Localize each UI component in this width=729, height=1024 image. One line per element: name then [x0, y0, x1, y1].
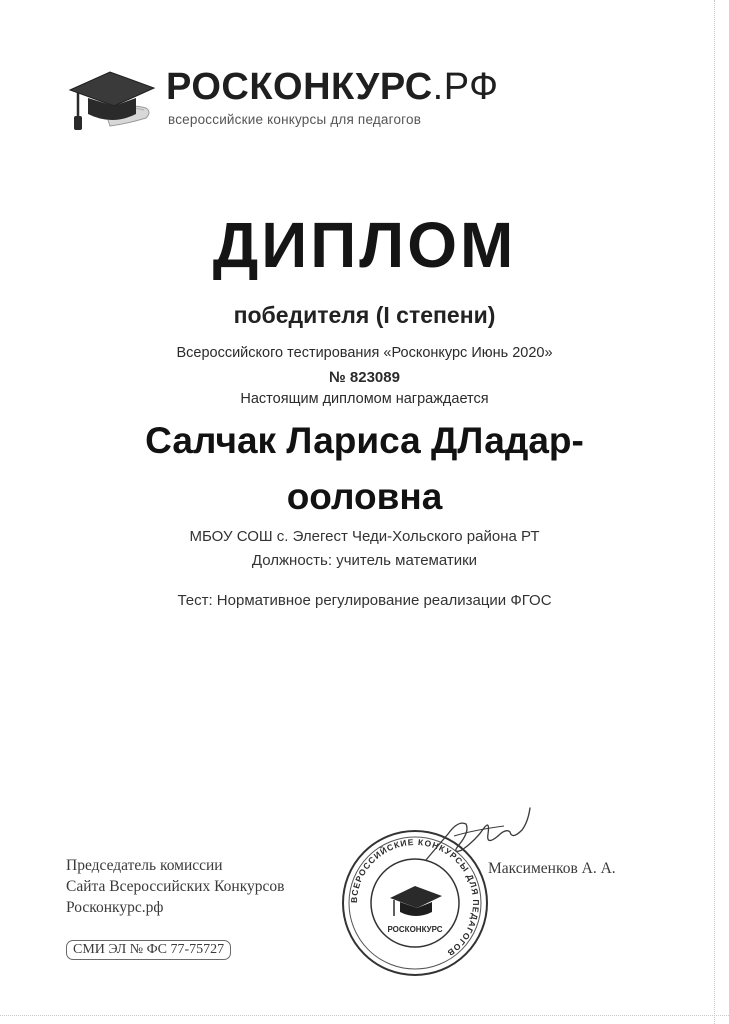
recipient-position: Должность: учитель математики — [251, 552, 478, 569]
diploma-title: ДИПЛОМ — [212, 209, 517, 281]
awarded-text: Настоящим дипломом награждается — [240, 391, 489, 407]
signature — [418, 790, 538, 870]
chair-line1: Председатель комиссии — [66, 857, 223, 874]
diploma-number: № 823089 — [329, 369, 400, 386]
logo-tagline: всероссийские конкурсы для педагогов — [168, 112, 422, 127]
seal-ring-text: ВСЕРОССИЙСКИЕ КОНКУРСЫ ДЛЯ ПЕДАГОГОВ — [348, 836, 482, 959]
commission-chair — [66, 855, 284, 918]
seal-center-text: РОСКОНКУРС — [387, 925, 443, 934]
logo — [66, 60, 506, 140]
chair-line2: Сайта Всероссийских Конкурсов — [66, 878, 285, 895]
logo-name: РОСКОНКУРС.РФ — [166, 66, 499, 108]
school-name: МБОУ СОШ с. Элегест Чеди-Хольского района РТ — [189, 528, 540, 545]
chair-line3: Росконкурс.рф — [66, 899, 164, 916]
signer-name: Максименков А. А. — [488, 860, 616, 877]
contest-name: Всероссийского тестирования «Росконкурс Июнь 2020» — [176, 345, 553, 361]
graduation-cap-icon — [66, 64, 158, 136]
sheet-edge-bottom — [0, 1015, 729, 1016]
recipient-name-line1: Салчак Лариса ДЛадар- — [145, 420, 584, 461]
diploma-degree: победителя (I степени) — [233, 302, 496, 328]
recipient-name-line2: ооловна — [286, 476, 443, 517]
logo-suffix: .РФ — [432, 66, 499, 108]
test-name: Тест: Нормативное регулирование реализации ФГОС — [177, 592, 552, 609]
media-registry-number: СМИ ЭЛ № ФС 77-75727 — [66, 940, 231, 960]
